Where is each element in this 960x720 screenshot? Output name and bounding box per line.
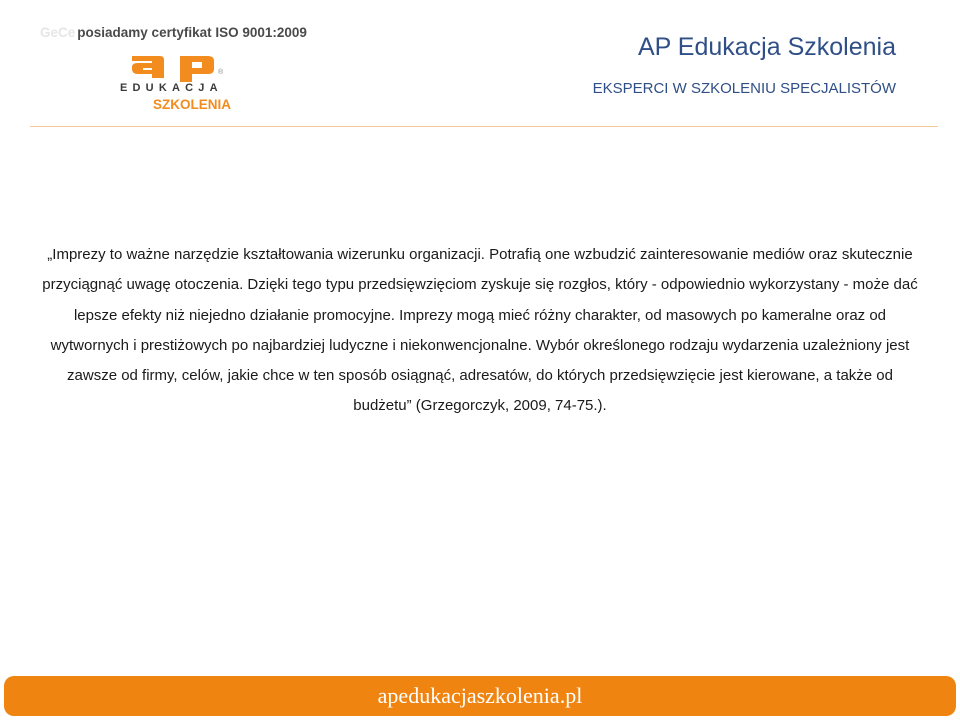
site-title: AP Edukacja Szkolenia [637,33,896,61]
ap-logo [118,52,278,116]
registered-mark: ® [218,69,224,76]
quote-paragraph: „Imprezy to ważne narzędzie kształtowania wizerunku organizacji. Potrafią one wzbudzić zainteresowanie mediów oraz skutecznie przyciągnąć uwagę otoczenia. Dzięki tego typu przedsięwzięciom zyskuje się rozgłos, który - odpowiednio wykorzystany - może dać lepsze efekty niż niejedno działanie promocyjne. Imprezy mogą mieć różny charakter, od masowych po kameralne oraz od wytwornych i prestiżowych po najbardziej ludyczne i niekonwencjonalne. Wybór określonego rodzaju wydarzenia uzależniony jest zawsze od firmy, celów, jakie chce w ten sposób osiągnąć, adresatów, do których przedsięwzięcie jest kierowane, a także od budżetu” (Grzegorczyk, 2009, 74-75.). [42,246,918,415]
certificate-text: posiadamy certyfikat ISO 9001:2009 [77,25,307,40]
site-subtitle: EKSPERCI W SZKOLENIU SPECJALISTÓW [592,80,896,97]
ap-logo-mark [118,52,278,82]
logo-szkolenia-text: SZKOLENIA [153,97,232,112]
footer-bar [4,676,956,716]
page-header [0,0,960,128]
certificate-faint-text: GeCe [40,25,76,40]
logo-edukacja-text: EDUKACJA [120,82,223,94]
iso-certificate-note [40,25,307,40]
header-divider [30,126,938,127]
footer-website-link[interactable]: apedukacjaszkolenia.pl [377,683,583,708]
